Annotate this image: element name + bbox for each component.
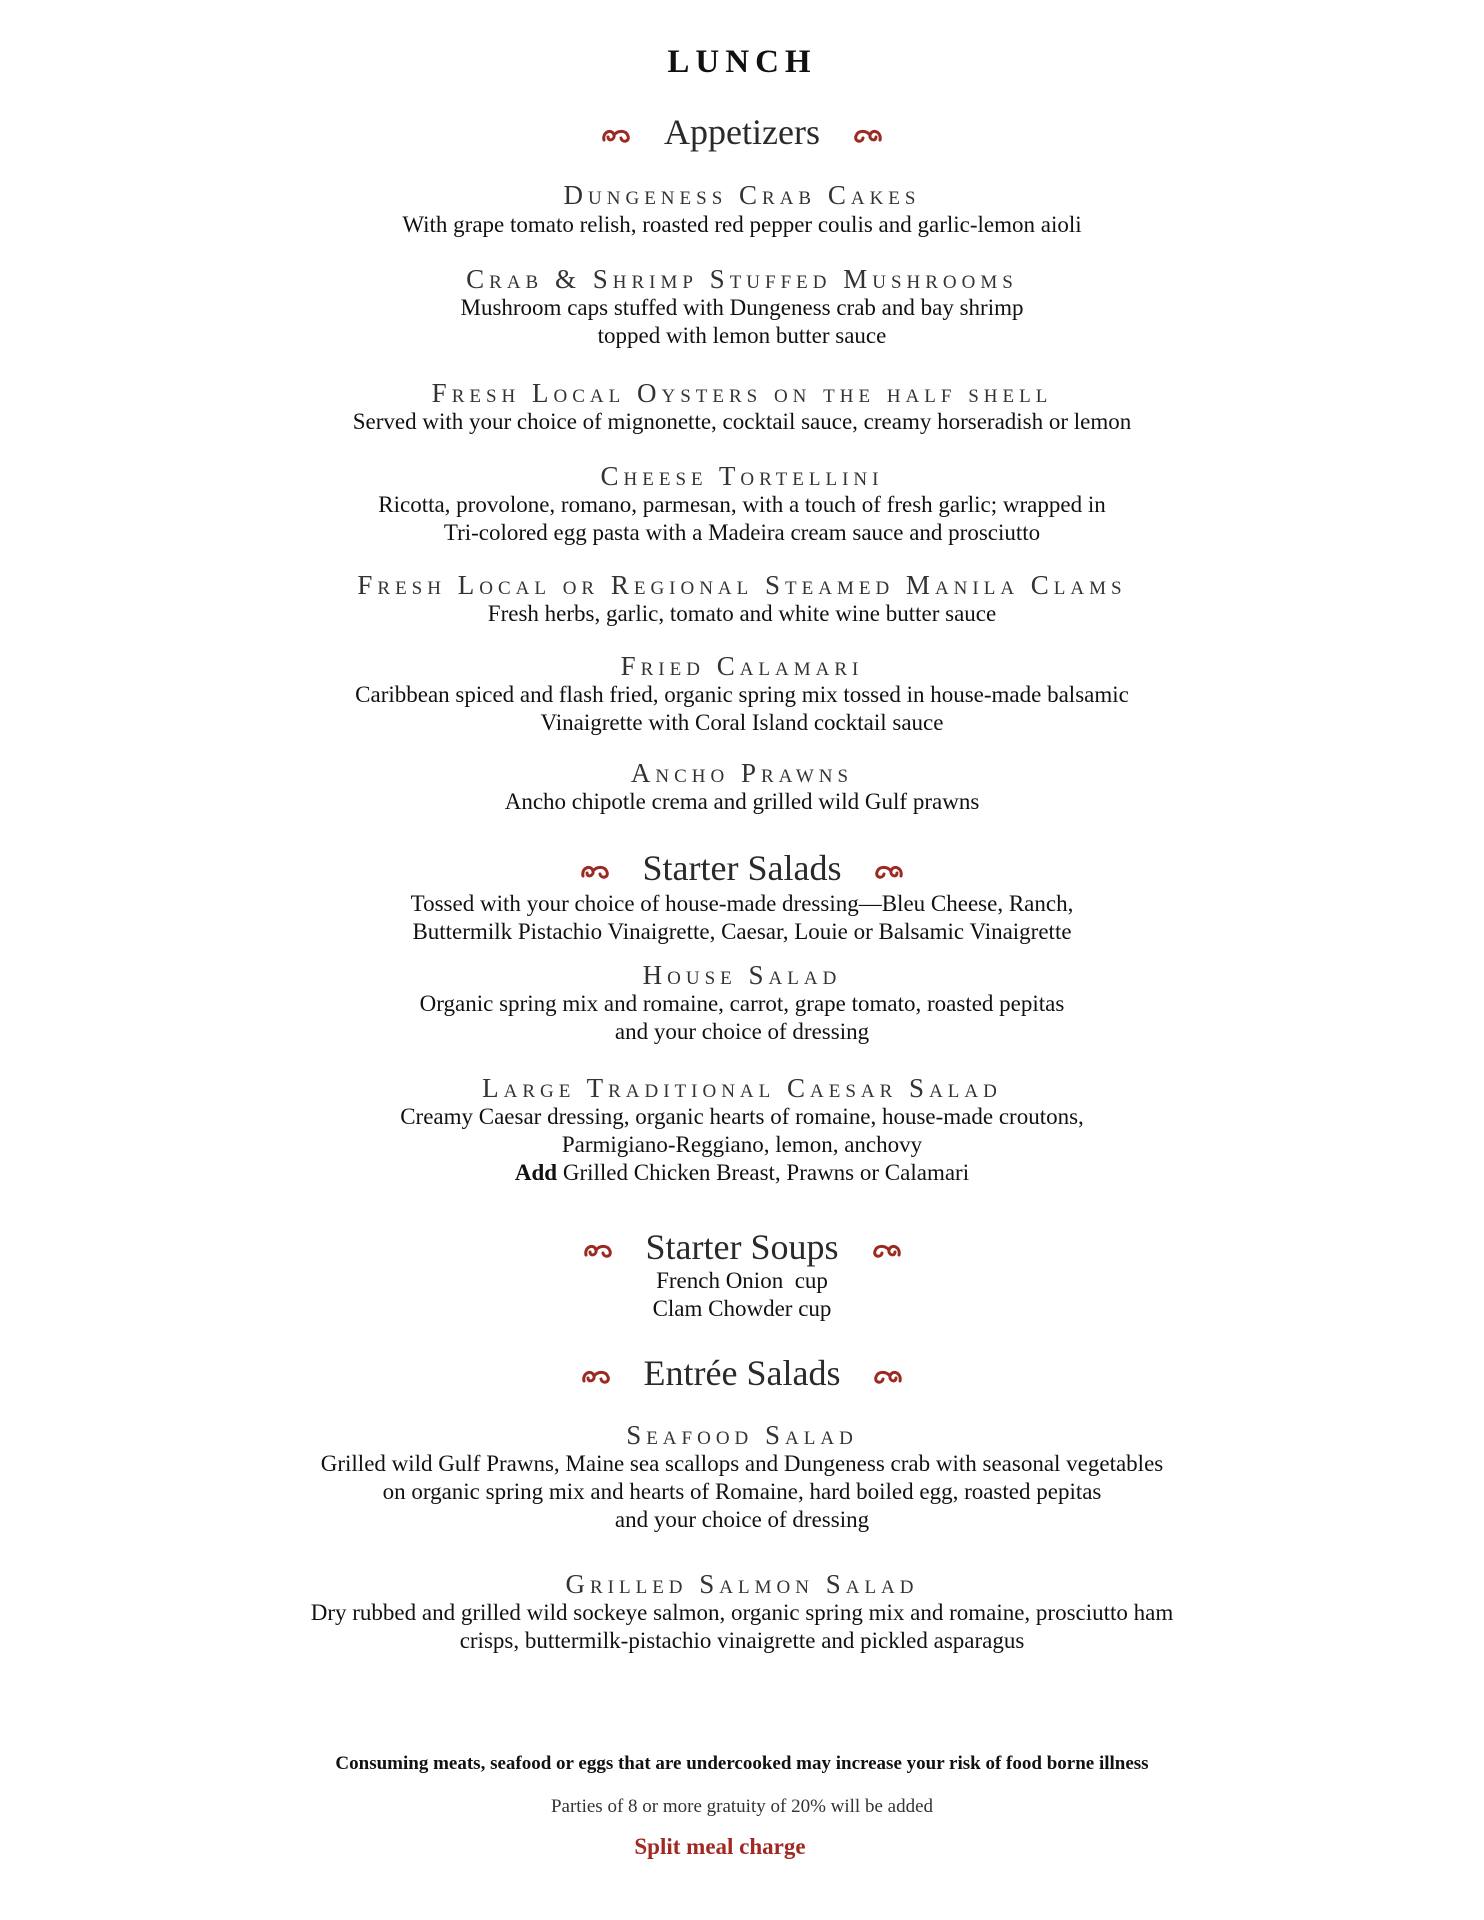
item-description: Parmigiano-Reggiano, lemon, anchovy <box>561 1132 923 1157</box>
item-description: and your choice of dressing <box>614 1507 870 1532</box>
item-description: Ricotta, provolone, romano, parmesan, with a touch of fresh garlic; wrapped in <box>378 492 1106 517</box>
ornament-left-icon <box>600 126 634 146</box>
item-description: and your choice of dressing <box>614 1019 870 1044</box>
salad-dressing-intro: Buttermilk Pistachio Vinaigrette, Caesar, Louie or Balsamic Vinaigrette <box>412 919 1072 944</box>
item-name: Cheese Tortellini <box>600 461 884 491</box>
item-description: topped with lemon butter sauce <box>597 323 887 348</box>
item-name: Dungeness Crab Cakes <box>563 180 921 210</box>
item-description: Vinaigrette with Coral Island cocktail sauce <box>540 710 944 735</box>
salad-dressing-intro: Tossed with your choice of house-made dressing—Bleu Cheese, Ranch, <box>410 891 1074 916</box>
section-heading-entree-salads <box>0 1353 1484 1393</box>
ornament-right-icon <box>871 862 905 882</box>
item-name: Seafood Salad <box>626 1420 858 1450</box>
item-name: Large Traditional Caesar Salad <box>482 1073 1002 1103</box>
item-description: Organic spring mix and romaine, carrot, grape tomato, roasted pepitas <box>419 991 1065 1016</box>
item-description: Creamy Caesar dressing, organic hearts of romaine, house-made croutons, <box>400 1104 1084 1129</box>
split-meal-charge: Split meal charge <box>634 1834 806 1859</box>
item-name: Fresh Local Oysters on the half shell <box>431 378 1053 408</box>
item-add-on <box>0 1159 1484 1187</box>
item-description: Ancho chipotle crema and grilled wild Gulf prawns <box>504 789 980 814</box>
soup-item: Clam Chowder cup <box>652 1296 832 1321</box>
item-name: House Salad <box>642 960 842 990</box>
ornament-right-icon <box>850 126 884 146</box>
section-heading-starter-soups <box>0 1227 1484 1267</box>
soup-item: French Onion cup <box>656 1268 828 1293</box>
item-name: Fried Calamari <box>620 651 864 681</box>
add-label: Add <box>514 1160 558 1185</box>
item-description: Fresh herbs, garlic, tomato and white wine butter sauce <box>487 601 997 626</box>
item-name: Ancho Prawns <box>630 758 854 788</box>
add-text: Grilled Chicken Breast, Prawns or Calamari <box>557 1160 970 1185</box>
section-title: Starter Salads <box>642 848 842 888</box>
ornament-left-icon <box>582 1241 616 1261</box>
ornament-left-icon <box>579 862 613 882</box>
item-description: Dry rubbed and grilled wild sockeye salmon, organic spring mix and romaine, prosciutto ham <box>310 1600 1174 1625</box>
section-title: Starter Soups <box>645 1227 839 1267</box>
item-description: Served with your choice of mignonette, cocktail sauce, creamy horseradish or lemon <box>352 409 1132 434</box>
section-title: Entrée Salads <box>643 1353 841 1393</box>
section-heading-starter-salads <box>0 848 1484 888</box>
item-name: Grilled Salmon Salad <box>565 1569 919 1599</box>
item-description: Grilled wild Gulf Prawns, Maine sea scallops and Dungeness crab with seasonal vegetables <box>320 1451 1164 1476</box>
ornament-left-icon <box>580 1367 614 1387</box>
section-heading-appetizers <box>0 112 1484 152</box>
item-description: crisps, buttermilk-pistachio vinaigrette and pickled asparagus <box>459 1628 1025 1653</box>
item-description: on organic spring mix and hearts of Romaine, hard boiled egg, roasted pepitas <box>382 1479 1102 1504</box>
gratuity-note: Parties of 8 or more gratuity of 20% will be added <box>550 1796 933 1817</box>
item-description: Caribbean spiced and flash fried, organic spring mix tossed in house-made balsamic <box>355 682 1129 707</box>
item-description: With grape tomato relish, roasted red pepper coulis and garlic-lemon aioli <box>402 212 1082 237</box>
item-description: Tri-colored egg pasta with a Madeira cream sauce and prosciutto <box>443 520 1041 545</box>
item-description: Mushroom caps stuffed with Dungeness crab and bay shrimp <box>460 295 1024 320</box>
ornament-right-icon <box>870 1367 904 1387</box>
page-title: LUNCH <box>667 44 817 80</box>
item-name: Fresh Local or Regional Steamed Manila Clams <box>357 570 1127 600</box>
item-name: Crab & Shrimp Stuffed Mushrooms <box>466 264 1018 294</box>
food-safety-warning: Consuming meats, seafood or eggs that are undercooked may increase your risk of food borne illness <box>335 1753 1149 1774</box>
ornament-right-icon <box>869 1241 903 1261</box>
section-title: Appetizers <box>664 112 820 152</box>
